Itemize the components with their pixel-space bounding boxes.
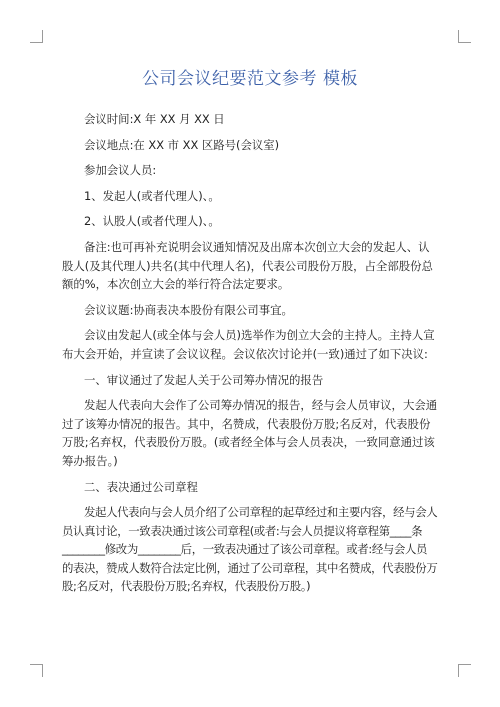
attendee-item-2: 2、认股人(或者代理人)、。 bbox=[84, 214, 220, 229]
crop-mark-bottom-left bbox=[30, 664, 43, 677]
meeting-location: 会议地点:在 XX 市 XX 区路号(会议室) bbox=[84, 137, 280, 152]
crop-mark-top-right bbox=[458, 30, 471, 43]
meeting-time: 会议时间:X 年 XX 月 XX 日 bbox=[84, 112, 225, 126]
resolution-2-body: 发起人代表向与会人员介绍了公司章程的起草经过和主要内容，经与会人员认真讨论，一致表决通过该公司章程(或者:与会人员提议将章程第____条________修改为________后，一致表决通过了该公司章程。或者:经与会人员的表决，赞成人数符合法定比例，通过了公司章程，其中名赞成，代表股份万股;名反对，代表股份万股;名弃权，代表股份万股。) bbox=[62, 505, 438, 594]
document-title: 公司会议纪要范文参考 模板 bbox=[142, 69, 358, 89]
remarks-paragraph: 备注:也可再补充说明会议通知情况及出席本次创立大会的发起人、认股人(及其代理人)共名(其中代理人名)，代表公司股份万股，占全部股份总额的%，本次创立大会的举行符合法定要求。 bbox=[62, 239, 433, 292]
attendees-heading: 参加会议人员: bbox=[84, 163, 157, 178]
meeting-topic: 会议议题:协商表决本股份有限公司事宜。 bbox=[84, 302, 293, 317]
resolution-2-heading: 二、表决通过公司章程 bbox=[84, 479, 198, 494]
resolution-1-heading: 一、审议通过了发起人关于公司筹办情况的报告 bbox=[84, 372, 324, 387]
meeting-proceedings: 会议由发起人(或全体与会人员)选举作为创立大会的主持人。主持人宣布大会开始，并宣读了会议议程。会议依次讨论并(一致)通过了如下决议: bbox=[62, 328, 435, 361]
crop-mark-bottom-right bbox=[458, 664, 471, 677]
attendee-item-1: 1、发起人(或者代理人)、。 bbox=[84, 188, 220, 203]
document-body bbox=[62, 110, 438, 596]
crop-mark-top-left bbox=[30, 30, 43, 43]
resolution-1-body: 发起人代表向大会作了公司筹办情况的报告，经与会人员审议，大会通过了该筹办情况的报告。其中，名赞成，代表股份万股;名反对，代表股份万股;名弃权，代表股份万股。(或者经全体与会人员表决，一致同意通过该筹办报告。) bbox=[62, 398, 438, 468]
